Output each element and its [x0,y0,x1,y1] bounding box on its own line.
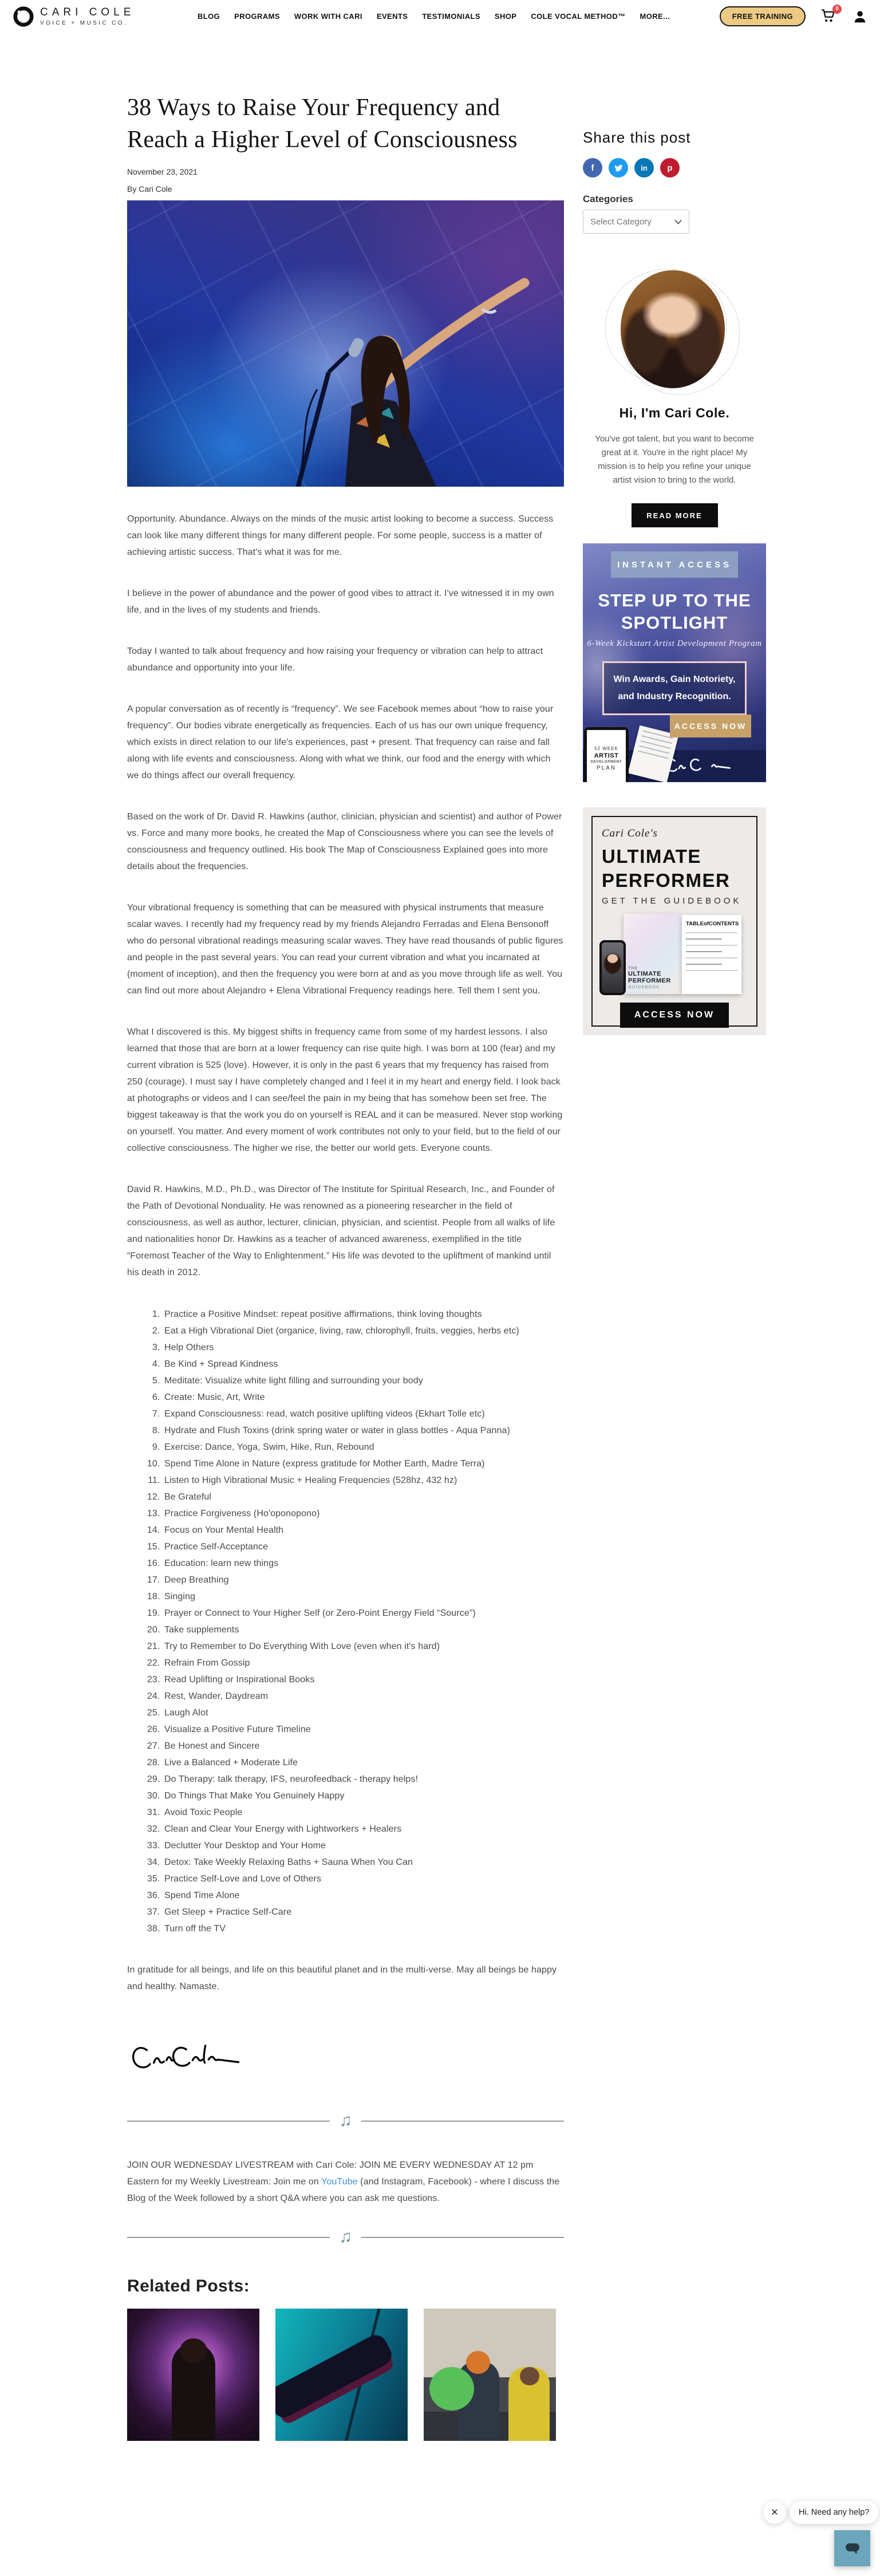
ultimate-performer-banner[interactable] [583,807,766,1035]
article-paragraphs [127,511,564,1281]
share-heading: Share this post [583,129,691,146]
list-item: 21. Try to Remember to Do Everything With Love (even when it's hard) [163,1638,564,1655]
list-item: 1. Practice a Positive Mindset: repeat positive affirmations, think loving thoughts [163,1306,564,1323]
list-item: 20. Take supplements [163,1622,564,1638]
livestream-text-post: (and Instagram, Facebook) - where I discuss the Blog of the Week followed by a short Q&A where you can ask me questions. [127,2177,560,2203]
guidebook-line-1: THE [628,967,638,971]
related-post-thumbnail-1[interactable] [127,2309,259,2441]
list-item: 9. Exercise: Dance, Yoga, Swim, Hike, Run, Rebound [163,1439,564,1455]
livestream-paragraph [127,2157,564,2207]
chat-bubble-icon [844,2540,861,2557]
spotlight-subtitle: 6-Week Kickstart Artist Development Program [587,639,762,648]
guidebook-line-2: ULTIMATE [628,971,661,977]
performer-title-line1: ULTIMATE [602,846,701,867]
nav-item[interactable]: BLOG [198,12,220,21]
music-note-divider [127,2112,564,2129]
tablet-line-3: DEVELOPMENT [590,760,622,764]
performer-access-now-button[interactable]: ACCESS NOW [620,1003,729,1028]
related-post-thumbnail-3[interactable] [424,2309,556,2441]
related-posts-row [127,2309,564,2441]
share-icons [583,158,766,177]
category-select-value: Select Category [590,216,652,227]
artist-plan-tablet-graphic [584,727,629,782]
performer-frame [591,816,757,1027]
list-item: 26. Visualize a Positive Future Timeline [163,1721,564,1738]
list-item: 23. Read Uplifting or Inspirational Books [163,1671,564,1688]
categories-heading: Categories [583,194,633,204]
list-item: 33. Declutter Your Desktop and Your Home [163,1837,564,1854]
list-item: 6. Create: Music, Art, Write [163,1389,564,1406]
article-paragraph: Based on the work of Dr. David R. Hawkins (author, clinician, physician and scientist) and author of Power vs. Force and many more books, he created the Map of Consciousness where you can see the levels of consciousness and frequency outlined. His book The Map of Consciousness Explained goes into more details about the frequencies. [127,812,562,871]
list-item: 14. Focus on Your Mental Health [163,1522,564,1539]
performer-brand: Cari Cole's [602,827,658,839]
facebook-share-button[interactable]: f [583,158,602,177]
livestream-text-pre: JOIN OUR WEDNESDAY LIVESTREAM with Cari Cole: JOIN ME EVERY WEDNESDAY AT 12 pm Eastern for my Weekly Livestream: Join me on [127,2160,534,2187]
post-date: November 23, 2021 [127,167,198,176]
music-note-icon: ♫ [339,2227,352,2246]
user-icon [853,9,867,24]
author-greeting-heading: Hi, I'm Cari Cole. [619,405,730,420]
list-item: 32. Clean and Clear Your Energy with Lightworkers + Healers [163,1821,564,1837]
list-item: 28. Live a Balanced + Moderate Life [163,1754,564,1771]
list-item: 25. Laugh Alot [163,1705,564,1721]
linkedin-share-button[interactable]: in [634,158,654,177]
related-posts-heading: Related Posts: [127,2277,250,2295]
avatar [621,270,725,388]
nav-item[interactable]: EVENTS [376,12,408,21]
list-item: 12. Be Grateful [163,1489,564,1505]
list-item: 35. Practice Self-Love and Love of Others [163,1871,564,1887]
toc-title: TABLEofCONTENTS [686,921,739,927]
article-paragraph: Your vibrational frequency is something that can be measured with physical instruments that measure scalar waves. I recently had my frequency read by my friends Alejandro Ferradas and Elena Bensonoff who do personal vibrational readings measuring scalar waves. They have read thousands of public figures and people in the past several years. You can read your current vibration and what you incarnated at (moment of inception), and then the frequency you were born at and as you move through life as well. You can find out more about Alejandro + Elena Vibrational Frequency readings here. Tell them I sent you. [127,903,563,996]
spotlight-promo-banner[interactable] [583,543,766,782]
cart-button[interactable] [820,8,838,25]
article-paragraph: A popular conversation as of recently is “frequency”. We see Facebook memes about “how to raise your frequency”. Our bodies vibrate energetically as frequencies. Each of us has our own unique frequency, which exists in direct relation to our life's experiences, past + present. That frequency can raise and fall along with life events and consciousness. Along with what we think, our food and the energy with which we do things affect our overall frequency. [127,704,554,780]
list-item: 17. Deep Breathing [163,1572,564,1588]
guidebook-line-3: PERFORMER [628,977,671,984]
list-item: 38. Turn off the TV [163,1920,564,1937]
list-item: 27. Be Honest and Sincere [163,1738,564,1754]
divider-line [127,2237,330,2238]
category-select[interactable] [583,210,689,234]
list-item: 18. Singing [163,1588,564,1605]
article-column [127,92,564,2441]
list-item: 13. Practice Forgiveness (Ho'oponopono) [163,1505,564,1522]
guidebook-line-4: GUIDEBOOK [628,985,660,989]
nav-item[interactable]: SHOP [494,12,517,21]
list-item: 36. Spend Time Alone [163,1887,564,1904]
list-item: 16. Education: learn new things [163,1555,564,1572]
hero-image-singer [127,200,564,487]
nav-item[interactable]: COLE VOCAL METHOD™ [531,12,626,21]
list-item: 10. Spend Time Alone in Nature (express gratitude for Mother Earth, Madre Terra) [163,1455,564,1472]
guidebook-cover-graphic [624,914,682,994]
article-paragraph: I believe in the power of abundance and the power of good vibes to attract it. I've witnessed it in my own life, and in the lives of my students and friends. [127,589,554,615]
logo-title: CARI COLE [40,6,135,18]
list-item: 29. Do Therapy: talk therapy, IFS, neurofeedback - therapy helps! [163,1771,564,1788]
post-byline: By Cari Cole [127,184,172,194]
spotlight-title [583,589,766,634]
list-item: 31. Avoid Toxic People [163,1804,564,1821]
performer-mockups [602,913,747,999]
main-nav [198,12,670,21]
nav-item[interactable]: MORE... [640,12,670,21]
phone-mockup-graphic [599,940,626,995]
logo-circle-icon [13,6,34,27]
signature-white [663,754,732,779]
list-item: 24. Rest, Wander, Daydream [163,1688,564,1705]
page-title: 38 Ways to Raise Your Frequency and Reach a Higher Level of Consciousness [127,94,518,153]
list-item: 15. Practice Self-Acceptance [163,1539,564,1555]
chat-close-button[interactable]: ✕ [763,2501,786,2524]
list-item: 8. Hydrate and Flush Toxins (drink spring water or water in glass bottles - Aqua Panna) [163,1422,564,1439]
nav-item[interactable]: PROGRAMS [234,12,280,21]
frequency-list [127,1306,564,1937]
article-paragraph: What I discovered is this. My biggest shifts in frequency came from some of my hardest lessons. I also learned that those that are born at a lower frequency can rise quite high. I was born at 100 (fear) and my current vibration is 525 (love). However, it is only in the past 6 years that my frequency has raised from 250 (courage). I must say I have completely changed and I feel it in my heart and energy field. I look back at photographs or videos and I can see/feel the pain in my being that has somehow been set free. The biggest takeaway is that the work you do on yourself is REAL and it can be measured. Never stop working on yourself. You matter. And every moment of work contributes not only to your field, but to the field of our collective consciousness. The higher we rise, the better our world gets. Everyone counts. [127,1027,563,1153]
free-training-button[interactable]: FREE TRAINING [720,6,806,26]
music-note-icon: ♫ [339,2111,352,2130]
hero-figure-illustration [127,200,564,487]
spotlight-benefits-box: Win Awards, Gain Notoriety, and Industry Recognition. [602,661,747,715]
list-item: 5. Meditate: Visualize white light filling and surrounding your body [163,1372,564,1389]
site-logo[interactable] [13,6,176,27]
spotlight-title-line1: STEP UP TO THE [598,590,751,610]
list-item: 11. Listen to High Vibrational Music + Healing Frequencies (528hz, 432 hz) [163,1472,564,1489]
table-of-contents-graphic [682,915,741,994]
list-item: 19. Prayer or Connect to Your Higher Self (or Zero-Point Energy Field “Source”) [163,1605,564,1622]
cart-badge: 0 [832,5,842,14]
nav-item[interactable]: WORK WITH CARI [294,12,362,21]
chevron-down-icon [674,219,682,224]
tablet-line-1: 52 WEEK [594,746,618,751]
tablet-line-2: ARTIST [594,752,619,759]
author-photo-block [583,265,766,396]
signature-cari-cole [127,2030,242,2088]
author-bio-text: You've got talent, but you want to become great at it. You're in the right place! My mission is to help you refine your unique artist vision to bring to the world. [595,434,754,485]
performer-title [602,845,747,893]
closing-paragraph: In gratitude for all beings, and life on this beautiful planet and in the multi-verse. May all beings be happy and healthy. Namaste. [127,1965,557,1991]
instant-access-tag: INSTANT ACCESS [611,551,738,578]
twitter-share-button[interactable] [609,158,628,177]
list-item: 4. Be Kind + Spread Kindness [163,1356,564,1372]
twitter-bird-icon [614,163,624,173]
performer-subtitle: GET THE GUIDEBOOK [602,896,742,906]
tablet-line-4: PLAN [596,765,617,771]
logo-text [40,6,135,26]
list-item: 37. Get Sleep + Practice Self-Care [163,1904,564,1920]
nav-item[interactable]: TESTIMONIALS [422,12,480,21]
pinterest-share-button[interactable]: p [660,158,680,177]
article-paragraph: Today I wanted to talk about frequency and how raising your frequency or vibration can help to attract abundance and opportunity into your life. [127,646,543,673]
header-actions [720,6,867,26]
music-note-divider-2 [127,2228,564,2246]
article-paragraph: David R. Hawkins, M.D., Ph.D., was Director of The Institute for Spiritual Research, Inc., and Founder of the Path of Devotional Nonduality. He was renowned as a pioneering researcher in the field of consciousness, as well as author, lecturer, clinician, physician, and scientist. People from all walks of life and nationalities honor Dr. Hawkins as a teacher of advanced awareness, exemplified in the title “Foremost Teacher of the Way to Enlightenment.” His life was devoted to the upliftment of mankind until his death in 2012. [127,1185,555,1277]
article-paragraph: Opportunity. Abundance. Always on the minds of the music artist looking to become a success. Success can look like many different things for many different people. For some people, success is a matter of achieving artistic success. That's what it was for me. [127,514,554,557]
related-post-thumbnail-2[interactable] [275,2309,408,2441]
account-button[interactable] [853,9,867,24]
performer-title-line2: PERFORMER [602,870,731,891]
spotlight-title-line2: SPOTLIGHT [621,613,728,633]
list-item: 34. Detox: Take Weekly Relaxing Baths + Sauna When You Can [163,1854,564,1871]
list-item: 22. Refrain From Gossip [163,1655,564,1671]
divider-line [361,2237,564,2238]
logo-subtitle: VOICE + MUSIC CO. [40,20,128,26]
read-more-button[interactable]: READ MORE [632,503,718,527]
list-item: 7. Expand Consciousness: read, watch positive uplifting videos (Ekhart Tolle etc) [163,1406,564,1422]
chat-launcher-button[interactable] [834,2530,870,2566]
spotlight-access-now-button[interactable]: ACCESS NOW [670,715,751,737]
list-item: 30. Do Things That Make You Genuinely Happy [163,1788,564,1804]
sidebar [583,129,766,1035]
chat-help-message[interactable]: Hi. Need any help? [790,2501,878,2524]
list-item: 3. Help Others [163,1339,564,1356]
list-item: 2. Eat a High Vibrational Diet (organice, living, raw, chlorophyll, fruits, veggies, herbs etc) [163,1323,564,1339]
site-header [0,0,880,33]
youtube-link[interactable]: YouTube [321,2177,358,2187]
